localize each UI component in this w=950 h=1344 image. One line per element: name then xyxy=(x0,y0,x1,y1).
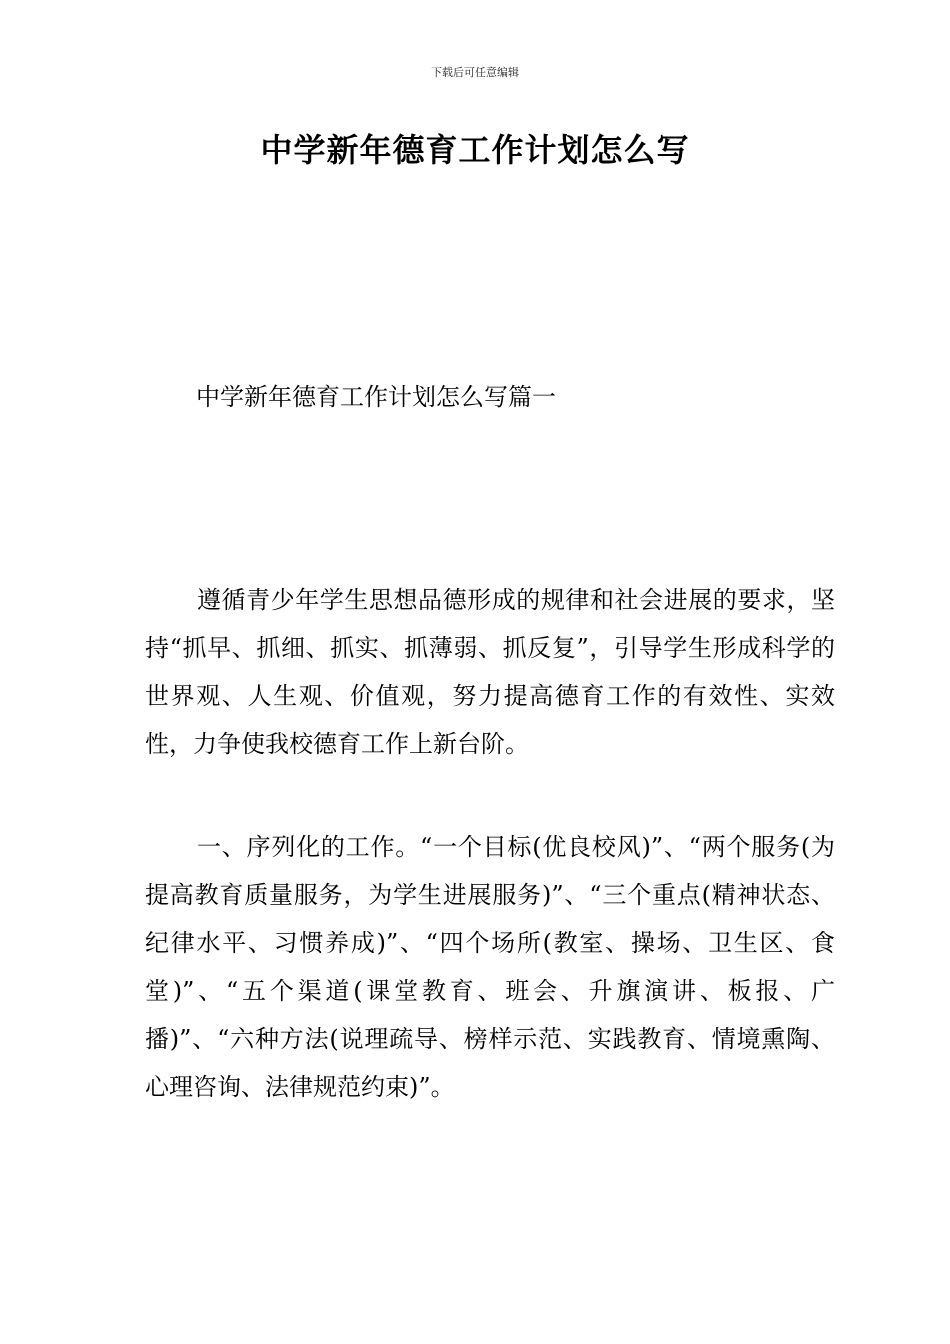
header-note: 下载后可任意编辑 xyxy=(431,66,519,79)
body-paragraph: 一、序列化的工作。“一个目标(优良校风)”、“两个服务(为提高教育质量服务，为学生进展服务)”、“三个重点(精神状态、纪律水平、习惯养成)”、“四个场所(教室、操场、卫生区、食堂)”、“五个渠道(课堂教育、班会、升旗演讲、板报、广播)”、“六种方法(说理疏导、榜样示范、实践教育、情境熏陶、心理咨询、法律规范约束)”。 xyxy=(145,833,835,1101)
body-paragraph: 遵循青少年学生思想品德形成的规律和社会进展的要求，坚持“抓早、抓细、抓实、抓薄弱、抓反复”，引导学生形成科学的世界观、人生观、价值观，努力提高德育工作的有效性、实效性，力争使我校德育工作上新台阶。 xyxy=(145,586,835,758)
page-title: 中学新年德育工作计划怎么写 xyxy=(260,131,690,169)
section-subheading: 中学新年德育工作计划怎么写篇一 xyxy=(196,383,556,411)
